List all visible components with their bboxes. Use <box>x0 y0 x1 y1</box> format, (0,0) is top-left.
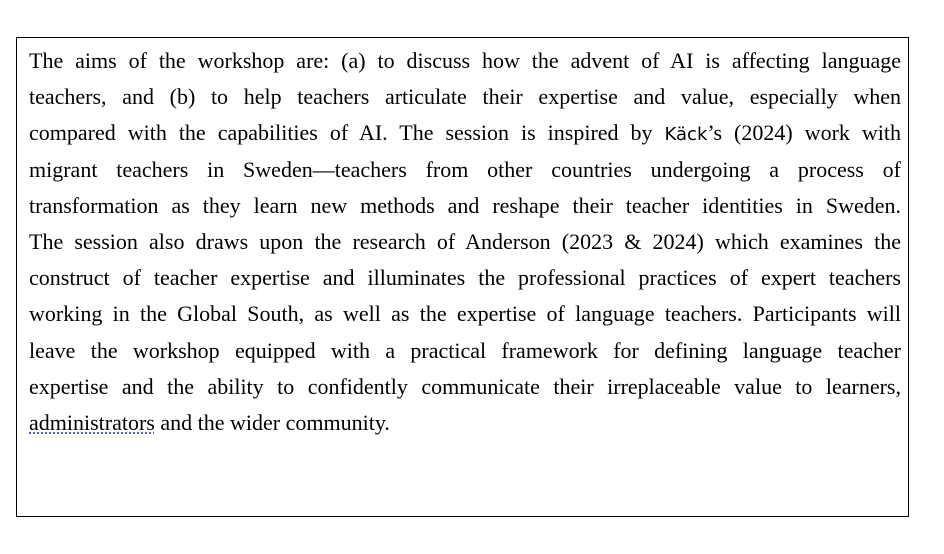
text-line <box>29 405 901 441</box>
text-segment: and the wider community. <box>154 409 390 435</box>
spelling-flagged-word[interactable]: administrators <box>29 409 155 435</box>
text-line <box>29 115 901 151</box>
text-line: expertise and the ability to confidently communicate their irreplaceable value to learners, <box>29 373 901 399</box>
author-name: Käck <box>664 124 708 146</box>
text-line: leave the workshop equipped with a practical framework for defining language teacher <box>29 337 901 363</box>
text-segment: compared with the capabilities of AI. The session is inspired by <box>29 120 665 146</box>
text-box[interactable] <box>16 37 909 517</box>
text-line: The aims of the workshop are: (a) to discuss how the advent of AI is affecting language <box>29 48 901 73</box>
text-line: transformation as they learn new methods and reshape their teacher identities in Sweden. <box>29 192 901 218</box>
text-line: working in the Global South, as well as the expertise of language teachers. Participants will <box>29 301 901 327</box>
text-segment: ’s (2024) work with <box>707 120 901 146</box>
text-line: migrant teachers in Sweden—teachers from other countries undergoing a process of <box>29 156 901 182</box>
paragraph[interactable] <box>29 43 901 441</box>
text-line: teachers, and (b) to help teachers articulate their expertise and value, especially when <box>29 84 901 110</box>
text-line: The session also draws upon the research of Anderson (2023 & 2024) which examines the <box>29 228 901 254</box>
text-line: construct of teacher expertise and illuminates the professional practices of expert teachers <box>29 265 901 291</box>
